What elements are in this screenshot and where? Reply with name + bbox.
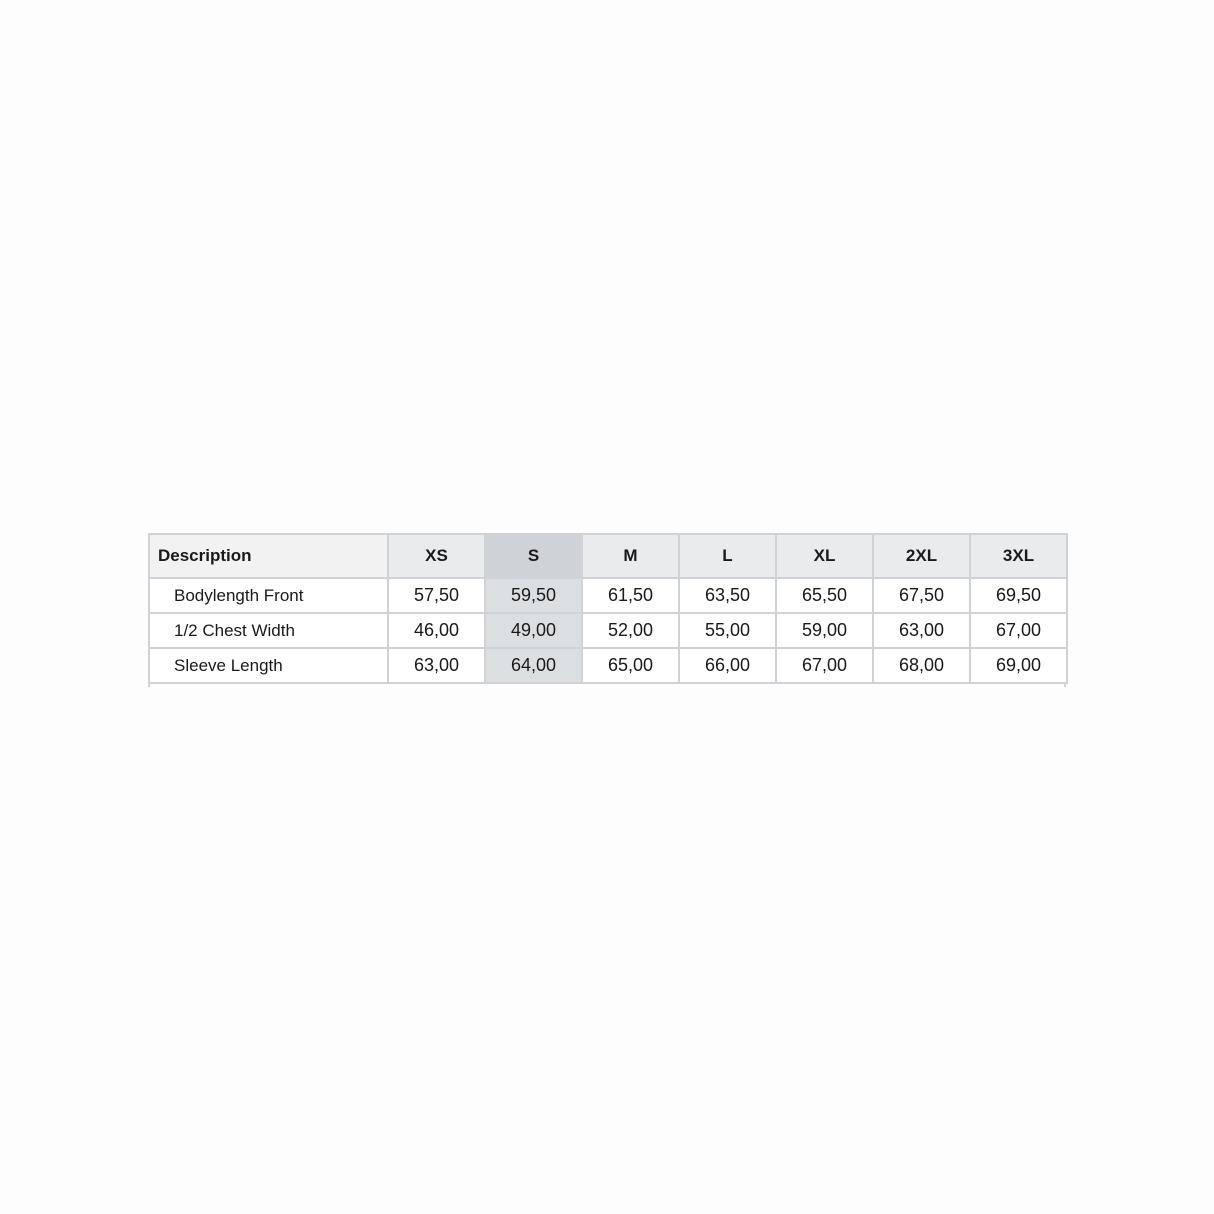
table-cell: 69,50 — [970, 578, 1067, 613]
table-cell: 52,00 — [582, 613, 679, 648]
header-size-s: S — [485, 534, 582, 578]
table-cell: 69,00 — [970, 648, 1067, 683]
table-cell: 57,50 — [388, 578, 485, 613]
table-cell: 65,00 — [582, 648, 679, 683]
table-cell: 67,50 — [873, 578, 970, 613]
table-cell: 59,50 — [485, 578, 582, 613]
header-size-xl: XL — [776, 534, 873, 578]
table-row — [149, 613, 1067, 648]
header-size-xs: XS — [388, 534, 485, 578]
table-cell: 61,50 — [582, 578, 679, 613]
row-label-sleeve-length: Sleeve Length — [149, 648, 388, 683]
table-cell: 67,00 — [776, 648, 873, 683]
table-cell: 63,00 — [873, 613, 970, 648]
size-chart — [148, 533, 1066, 687]
header-description: Description — [149, 534, 388, 578]
table-cell: 63,00 — [388, 648, 485, 683]
header-size-3xl: 3XL — [970, 534, 1067, 578]
row-label-bodylength-front: Bodylength Front — [149, 578, 388, 613]
header-row — [149, 534, 1067, 578]
table-cell: 55,00 — [679, 613, 776, 648]
table-cell: 68,00 — [873, 648, 970, 683]
table-cell: 66,00 — [679, 648, 776, 683]
table-cell: 64,00 — [485, 648, 582, 683]
row-label-chest-width: 1/2 Chest Width — [149, 613, 388, 648]
table-cell: 67,00 — [970, 613, 1067, 648]
table-row — [149, 578, 1067, 613]
table-cell: 63,50 — [679, 578, 776, 613]
size-table — [148, 533, 1068, 684]
table-cell: 46,00 — [388, 613, 485, 648]
table-bottom-edge — [148, 684, 1066, 687]
table-cell: 65,50 — [776, 578, 873, 613]
header-size-l: L — [679, 534, 776, 578]
table-cell: 49,00 — [485, 613, 582, 648]
header-size-m: M — [582, 534, 679, 578]
table-row — [149, 648, 1067, 683]
table-cell: 59,00 — [776, 613, 873, 648]
header-size-2xl: 2XL — [873, 534, 970, 578]
